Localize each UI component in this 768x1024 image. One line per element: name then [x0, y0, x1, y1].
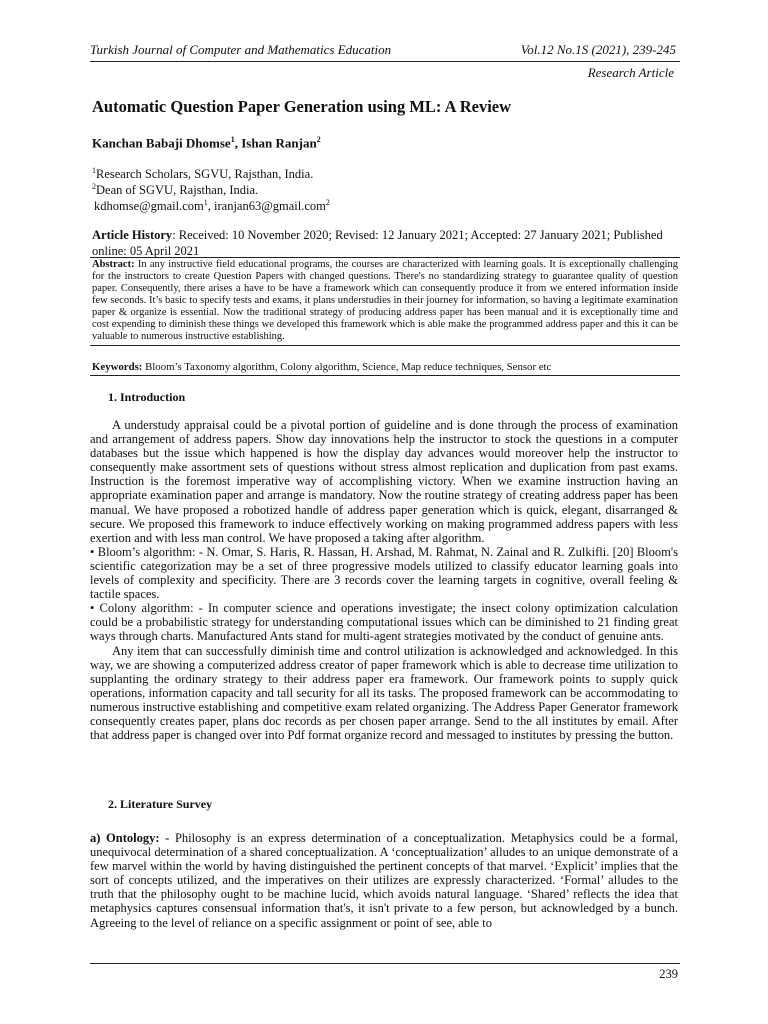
- author-emails: [94, 198, 330, 214]
- journal-name: Turkish Journal of Computer and Mathematics Education: [90, 42, 392, 57]
- author-2: , Ishan Ranjan: [234, 135, 317, 151]
- ontology-text: Philosophy is an express determination of a conceptualization. Metaphysics could be a formal, unequivocal determination of a shared conceptualization. A ‘conceptualization’ alludes to an unique demonstrate of a few marvel within the world by having distinguished the pertinent concepts of that marvel. ‘Explicit’ implies that the sort of concepts utilized, and the imperatives on their utilizes are expressly characterized. ‘Formal’ alludes to the truth that the philosophy ought to be machine lucid, which avoids natural language. ‘Shared’ reflects the idea that metaphysics captures consensual information that's, it isn't private to a few person, but acknowledged by a bunch. Agreeing to the level of reliance on a specific assignment or point of see, able to: [90, 831, 678, 930]
- author-1-sup: 1: [230, 135, 235, 144]
- abstract-label: Abstract:: [92, 259, 135, 270]
- aff2-text: Dean of SGVU, Rajsthan, India.: [96, 183, 259, 198]
- keywords-text: Bloom’s Taxonomy algorithm, Colony algorithm, Science, Map reduce techniques, Sensor etc: [142, 361, 552, 373]
- keywords-label: Keywords:: [92, 361, 143, 373]
- keywords-rule: [90, 375, 680, 376]
- author-1: Kanchan Babaji Dhomse: [92, 135, 231, 151]
- author-list: [92, 135, 321, 151]
- aff2-sup: 2: [92, 182, 96, 191]
- footer-rule: [90, 963, 680, 964]
- page-number: 239: [659, 967, 678, 981]
- email-1: kdhomse@gmail.com: [94, 199, 204, 214]
- author-2-sup: 2: [316, 135, 321, 144]
- history-label: Article History: [92, 228, 173, 242]
- article-type: Research Article: [587, 65, 674, 80]
- abstract-box: [90, 257, 680, 346]
- email-1-sup: 1: [203, 198, 208, 207]
- intro-paragraph-2: Any item that can successfully diminish time and control utilization is acknowledged and acknowledged. In this way, we are showing a computerized address creator of paper framework which is able to decrease time utilization to supplanting the ordinary strategy to their address paper era framework. Our framework points to supply quick operations, information capacity and tall security for all its tasks. The proposed framework can be accommodating to numerous instructive establishing and competitive exam related organizing. The Address Paper Generator framework consequently creates paper, plans doc records as per chosen paper arrange. Send to the all institutes by email. After that address paper is changed over into Pdf format organize record and messaged to institutes by pressing the button.: [90, 643, 678, 743]
- bullet-bloom: • Bloom’s algorithm: - N. Omar, S. Haris, R. Hassan, H. Arshad, M. Rahmat, N. Zainal and R. Zulkifli. [20] Bloom's scientific categorization may be a set of three progressive models utilized to classify educator learning goals into levels of complexity and specificity. There are 3 records cover the learning targets in cognitive, overall feeling & tactile spaces.: [90, 544, 678, 602]
- ontology-body: [90, 831, 678, 930]
- aff1-sup: 1: [92, 166, 96, 175]
- bullet-colony: • Colony algorithm: - In computer science and operations investigate; the insect colony optimization calculation could be a probabilistic strategy for understanding computational issues which can be diminished to 21 finding great ways through charts. Manufactured Ants stand for multi-agent strategies motivated by the conduct of genuine ants.: [90, 601, 678, 644]
- email-2-sup: 2: [325, 198, 330, 207]
- article-history: [92, 227, 682, 259]
- email-2: , iranjan63@gmail.com: [207, 199, 326, 214]
- volume-info: Vol.12 No.1S (2021), 239-245: [520, 42, 676, 57]
- keywords: [92, 361, 682, 373]
- aff1-text: Research Scholars, SGVU, Rajsthan, India.: [96, 167, 314, 182]
- intro-body: [90, 418, 678, 742]
- affiliation-1: [92, 166, 313, 182]
- history-text: : Received: 10 November 2020; Revised: 12 January 2021; Accepted: 27 January 2021; Published online: 05 April 2021: [92, 228, 663, 258]
- ontology-paragraph: [90, 831, 678, 930]
- affiliation-2: [92, 182, 258, 198]
- ontology-label: a) Ontology: -: [90, 831, 175, 845]
- abstract-text: In any instructive field educational programs, the courses are characterized with learning goals. It is exceptionally challenging for the instructors to create Question Papers with changed questions. There's no standardizing strategy to guarantee quality of question paper. Consequently, there arises a have to be have a framework which can consequently produce it from we entered information inside few seconds. It’s basic to specify tests and exams, it plans understudies in their journey for information, so having a legitimate examination paper & organize is essential. Now the traditional strategy of producing address paper has been manual and it is exceptionally time and cost expending to diminish these things we developed this framework which is able make the programmed address paper and this it can be valuable to numerous instructive establishing.: [92, 259, 678, 342]
- header-rule: [90, 61, 680, 62]
- intro-heading: 1. Introduction: [108, 390, 186, 404]
- literature-heading: 2. Literature Survey: [108, 797, 213, 811]
- intro-paragraph-1: A understudy appraisal could be a pivotal portion of guideline and is done through the process of examination and arrangement of address papers. Show day innovations help the instructor to stock the questions in a computer databases but the issue which happened is how the display day advances would moreover help the instructor to consequently make assortment sets of questions without stress almost replication and duplication from past exams. Instruction is the foremost imperative way of accomplishing victory. When we examine instruction having an appropriate examination paper and arrange is mandatory. Now the routine strategy of creating address paper has been manual. We have proposed a robotized handle of address paper generation which is quick, elegant, disarranged & secure. We proposed this framework to induce effectively working on making programmed address papers with less exertion and with less man control. We have proposed a taking after algorithm.: [90, 418, 678, 545]
- paper-title: Automatic Question Paper Generation using ML: A Review: [92, 97, 512, 116]
